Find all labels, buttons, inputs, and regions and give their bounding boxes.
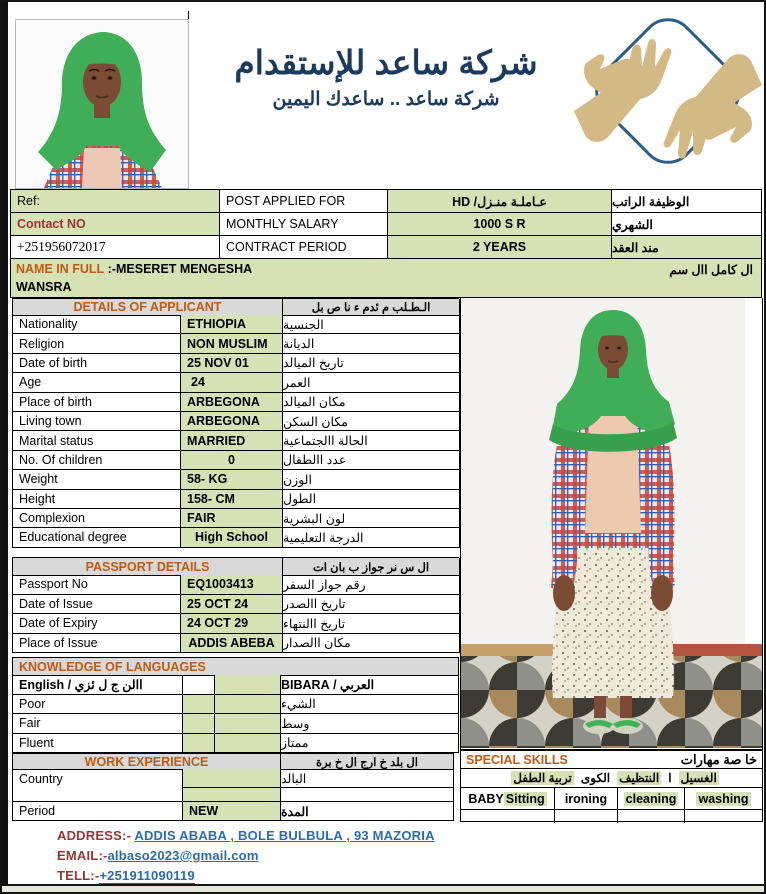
contract-period-ar: مند العقد (612, 236, 762, 259)
brand-titles (200, 43, 572, 111)
skills-empty-cell (461, 810, 555, 823)
language-label: English / االن ج ل ئزي (13, 675, 183, 695)
passport-label: Place of Issue (13, 634, 181, 654)
period-label: Period (13, 802, 183, 821)
detail-label: Age (13, 373, 181, 392)
detail-ar: لون البشرية (283, 509, 460, 528)
detail-value: 24 (181, 373, 283, 392)
passport-table (12, 575, 459, 653)
work-title: WORK EXPERIENCE (13, 754, 281, 770)
detail-label: Nationality (13, 315, 181, 334)
skill-ar-ironing: الكوى (580, 771, 611, 785)
passport-title-ar: ال س نر جواز ب بان ات (283, 558, 460, 576)
scan-border-left (2, 2, 8, 892)
detail-ar: الدرجة التعليمية (283, 528, 460, 547)
language-ar: العربي / BIBARA (281, 675, 459, 695)
passport-title: PASSPORT DETAILS (13, 558, 283, 576)
skills-empty-cell (685, 810, 762, 823)
work-title-ar: ال بلد خ ارج ال خ برة (281, 754, 454, 770)
address-label: ADDRESS:- (57, 828, 132, 843)
contract-period-label: CONTRACT PERIOD (220, 236, 388, 259)
skill-baby-sitting (461, 788, 555, 809)
detail-value: 0 (181, 451, 283, 470)
applicant-photo-full (460, 298, 763, 750)
skills-header (461, 751, 762, 768)
passport-label: Passport No (13, 575, 181, 595)
full-body-illustration (461, 298, 762, 748)
footer-contact-block (57, 828, 747, 888)
detail-ar: مكان الميالد (283, 393, 460, 412)
passport-value: 25 OCT 24 (181, 595, 283, 615)
detail-value: High School (181, 528, 283, 547)
passport-header (12, 557, 459, 576)
address-line (57, 828, 747, 843)
country-value (183, 769, 281, 788)
detail-label: Place of birth (13, 393, 181, 412)
language-cell-2 (215, 675, 281, 695)
details-table (12, 315, 459, 548)
skills-block (460, 750, 763, 822)
skills-empty-cell (618, 810, 685, 823)
post-applied-value: عـاملـة منـزل/ HD (388, 190, 612, 213)
detail-label: No. Of children (13, 451, 181, 470)
detail-label: Height (13, 490, 181, 509)
work-header (12, 753, 454, 770)
skill-ar-washing: الغسيل (680, 771, 717, 785)
skill-washing: washing (698, 791, 749, 806)
detail-label: Weight (13, 470, 181, 489)
passport-ar: تاريخ االصدر (283, 595, 460, 615)
skills-title-ar: خا صة مهارات (680, 751, 757, 767)
name-in-full-label: NAME IN FULL (16, 262, 105, 276)
passport-label: Date of Expiry (13, 614, 181, 634)
language-label: Fluent (13, 734, 183, 754)
language-ar: وسط (281, 714, 459, 734)
language-cell-1 (183, 675, 215, 695)
details-title: DETAILS OF APPLICANT (13, 299, 283, 316)
detail-value: NON MUSLIM (181, 334, 283, 353)
detail-value: 58- KG (181, 470, 283, 489)
detail-value: MARRIED (181, 431, 283, 450)
passport-value: EQ1003413 (181, 575, 283, 595)
tell-line (57, 868, 747, 883)
detail-value: FAIR (181, 509, 283, 528)
monthly-salary-ar: الشهري (612, 213, 762, 236)
period-value: NEW (183, 802, 281, 821)
languages-header (12, 657, 459, 676)
monthly-salary-value: 1000 S R (388, 213, 612, 236)
language-ar: الشيء (281, 695, 459, 715)
name-in-full-value: :-MESERET MENGESHA (107, 262, 253, 276)
skills-empty-row (461, 809, 762, 823)
company-logo (572, 15, 764, 183)
name-in-full-row (10, 258, 762, 298)
name-in-full-ar: ال كامل اال سم (669, 263, 753, 277)
email-link[interactable]: albaso2023@gmail.com (107, 848, 259, 863)
detail-ar: العمر (283, 373, 460, 392)
post-applied-label: POST APPLIED FOR (220, 190, 388, 213)
contact-no-label: Contact NO (11, 213, 220, 236)
header-block (10, 11, 762, 189)
work-spacer (13, 788, 183, 802)
detail-label: Date of birth (13, 354, 181, 373)
company-tagline: شركة ساعد .. ساعدك اليمين (272, 89, 500, 110)
detail-label: Religion (13, 334, 181, 353)
tell-label: TELL:- (57, 868, 100, 883)
detail-label: Complexion (13, 509, 181, 528)
details-title-ar: الـطـلب م ئدم ء نا ص بل (283, 299, 460, 316)
passport-label: Date of Issue (13, 595, 181, 615)
post-applied-ar: الوظيفة الراتب (612, 190, 762, 213)
language-label: Poor (13, 695, 183, 715)
skill-ironing: ironing (555, 788, 618, 809)
passport-value: 24 OCT 29 (181, 614, 283, 634)
scan-border-bottom (2, 884, 764, 892)
work-table (12, 769, 454, 821)
languages-table (12, 675, 459, 753)
period-ar: المدة (281, 802, 454, 821)
detail-label: Living town (13, 412, 181, 431)
skill-ar-babycare: تربية الطفل (513, 771, 572, 785)
language-cell-2 (215, 714, 281, 734)
skill-cleaning: cleaning (618, 788, 685, 809)
detail-label: Educational degree (13, 528, 181, 547)
hands-logo-icon (572, 15, 764, 183)
language-cell-1 (183, 695, 215, 715)
details-header (12, 298, 459, 316)
address-link[interactable]: ADDIS ABABA , BOLE BULBULA , 93 MAZORIA (134, 828, 435, 843)
detail-ar: الجنسية (283, 315, 460, 334)
passport-ar: مكان االصدار (283, 634, 460, 654)
language-ar: ممتاز (281, 734, 459, 754)
detail-label: Marital status (13, 431, 181, 450)
skills-empty-cell (555, 810, 618, 823)
skill-baby-prefix: BABY (468, 791, 504, 806)
detail-value: ARBEGONA (181, 393, 283, 412)
passport-ar: رقم جواز السفر (283, 575, 460, 595)
top-info-table (10, 189, 762, 259)
country-ar: البالد (281, 769, 454, 788)
languages-title: KNOWLEDGE OF LANGUAGES (13, 658, 459, 676)
detail-value: 158- CM (181, 490, 283, 509)
language-cell-2 (215, 695, 281, 715)
skill-sitting: Sitting (505, 791, 545, 806)
detail-ar: الطول (283, 490, 460, 509)
applicant-photo-portrait (15, 19, 189, 189)
detail-ar: مكان السكن (283, 412, 460, 431)
country-label: Country (13, 769, 183, 788)
skill-ar-sep: ا (668, 771, 672, 785)
detail-ar: الحالة االجتماعية (283, 431, 460, 450)
contact-number-value: +251956072017 (11, 236, 220, 259)
skills-ar-row (461, 768, 762, 787)
skills-en-row (461, 787, 762, 809)
contract-period-value: 2 YEARS (388, 236, 612, 259)
language-cell-1 (183, 714, 215, 734)
passport-ar: تاريخ االنتهاء (283, 614, 460, 634)
passport-value: ADDIS ABEBA (181, 634, 283, 654)
language-cell-1 (183, 734, 215, 754)
skills-title: SPECIAL SKILLS (466, 752, 568, 767)
work-spacer (281, 788, 454, 802)
language-label: Fair (13, 714, 183, 734)
name-in-full-value2: WANSRA (16, 280, 72, 294)
skill-ar-cleaning: النتظيف (619, 771, 660, 785)
language-cell-2 (215, 734, 281, 754)
email-line (57, 848, 747, 863)
detail-value: ARBEGONA (181, 412, 283, 431)
monthly-salary-label: MONTHLY SALARY (220, 213, 388, 236)
portrait-illustration (16, 20, 188, 188)
work-spacer-green (183, 788, 281, 802)
detail-ar: الديانة (283, 334, 460, 353)
detail-ar: تاريخ الميالد (283, 354, 460, 373)
detail-value: ETHIOPIA (181, 315, 283, 334)
detail-value: 25 NOV 01 (181, 354, 283, 373)
tell-link[interactable]: +251911090119 (99, 868, 195, 883)
detail-ar: الوزن (283, 470, 460, 489)
detail-ar: عدد االطفال (283, 451, 460, 470)
ref-label: Ref: (11, 190, 220, 213)
email-label: EMAIL:- (57, 848, 108, 863)
company-name: شركة ساعد للإستقدام (234, 44, 538, 81)
